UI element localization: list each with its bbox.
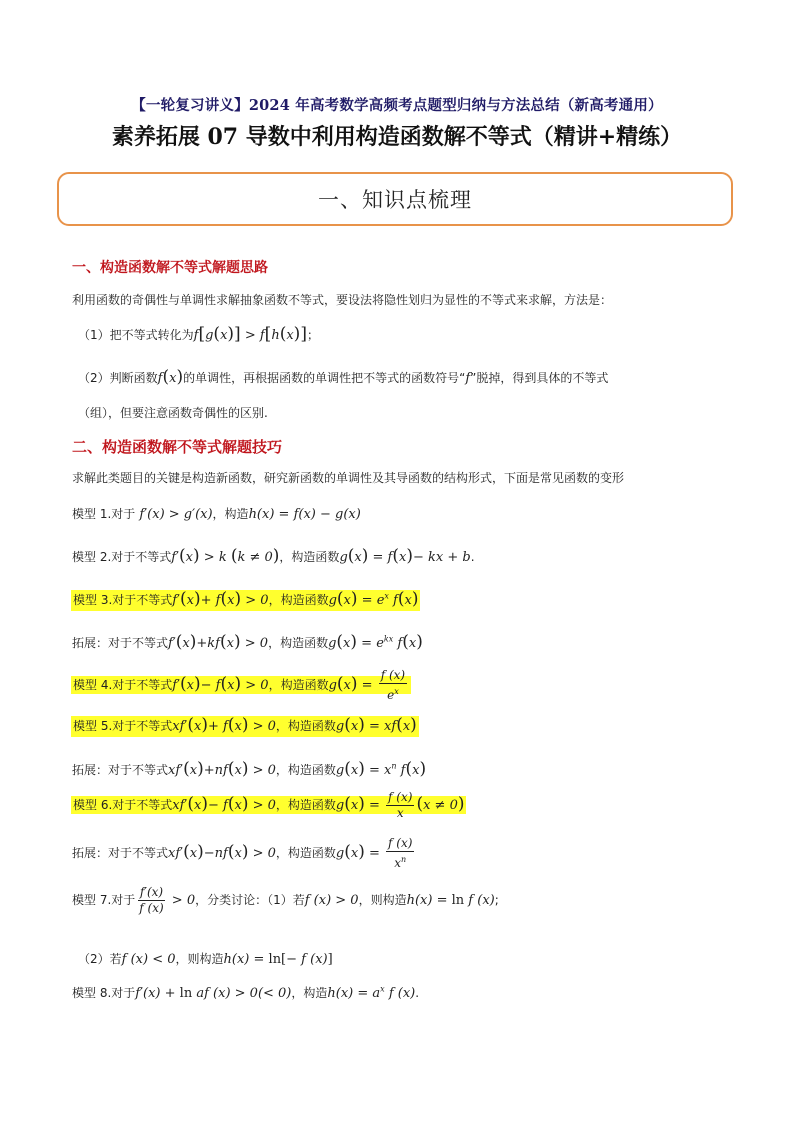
model-1: 模型 1.对于 f′(x) > g′(x)，构造h(x) = f(x) − g(x) (72, 507, 361, 522)
part1-intro: 利用函数的奇偶性与单调性求解抽象函数不等式，要设法将隐性划归为显性的不等式来求解，方法是： (72, 293, 613, 307)
model-2: 模型 2.对于不等式f′(x) > k (k ≠ 0)，构造函数g(x) = f(x)− kx + b. (72, 546, 475, 566)
section-header-box (57, 172, 733, 226)
document-title: 素养拓展 07 导数中利用构造函数解不等式（精讲+精练） (111, 124, 683, 150)
document-supertitle: 【一轮复习讲义】2024 年高考数学高频考点题型归纳与方法总结（新高考通用） (131, 97, 663, 114)
heading-part2: 二、构造函数解不等式解题技巧 (72, 438, 283, 456)
section-title: 一、知识点梳理 (318, 188, 472, 212)
highlight-model-5: 模型 5.对于不等式xf′(x)+ f(x) > 0，构造函数g(x) = xf(x) (73, 715, 417, 735)
extension-3: 拓展：对于不等式xf′(x)−nf(x) > 0，构造函数g(x) = $\frac{f (x)}{x^n}$ (72, 836, 413, 870)
highlight-model-3: 模型 3.对于不等式f′(x)+ f(x) > 0，构造函数$g(x) = e^x$ f(x) (73, 589, 419, 609)
part1-step2-cont: （组），但要注意函数奇偶性的区别. (78, 406, 268, 420)
extension-1: 拓展：对于不等式f′(x)+kf(x) > 0，构造函数$g(x) = e^{kx}$ f(x) (72, 632, 423, 652)
highlight-model-4: 模型 4.对于不等式f′(x)− f(x) > 0，构造函数g(x) = $\frac{f (x)}{e^x}$ (71, 676, 411, 694)
model-4 (71, 668, 411, 703)
extension-2: 拓展：对于不等式xf′(x)+nf(x) > 0，构造函数$g(x) = x^n$ f(x) (72, 759, 427, 779)
highlight-model-6: 模型 6.对于不等式xf′(x)− f(x) > 0，构造函数g(x) = $\frac{f (x)}{x}$ (x ≠ 0) (73, 790, 465, 820)
part2-intro: 求解此类题目的关键是构造新函数，研究新函数的单调性及其导函数的结构形式，下面是常见函数的变形 (72, 471, 625, 485)
model-6 (71, 790, 466, 821)
part1-step1: （1）把不等式转化为f[g(x)] > f[h(x)]； (78, 324, 319, 344)
model-5 (71, 715, 419, 735)
model-7-case-2: （2）若f (x) < 0，则构造h(x) = ln[− f (x)] (78, 952, 333, 967)
heading-part1: 一、构造函数解不等式解题思路 (72, 260, 268, 276)
model-8: 模型 8.对于f′(x) + ln af (x) > 0(< 0)，构造$h(x) = a^x$ f (x). (72, 984, 420, 1001)
part1-step2: （2）判断函数f(x)的单调性，再根据函数的单调性把不等式的函数符号“f”脱掉，得到具体的不等式 (78, 367, 609, 387)
model-3 (71, 589, 420, 609)
model-7: 模型 7.对于 $\frac{f'(x)}{f (x)}$ > 0，分类讨论：（1）若f (x) > 0，则构造h(x) = ln f (x); (72, 885, 499, 915)
